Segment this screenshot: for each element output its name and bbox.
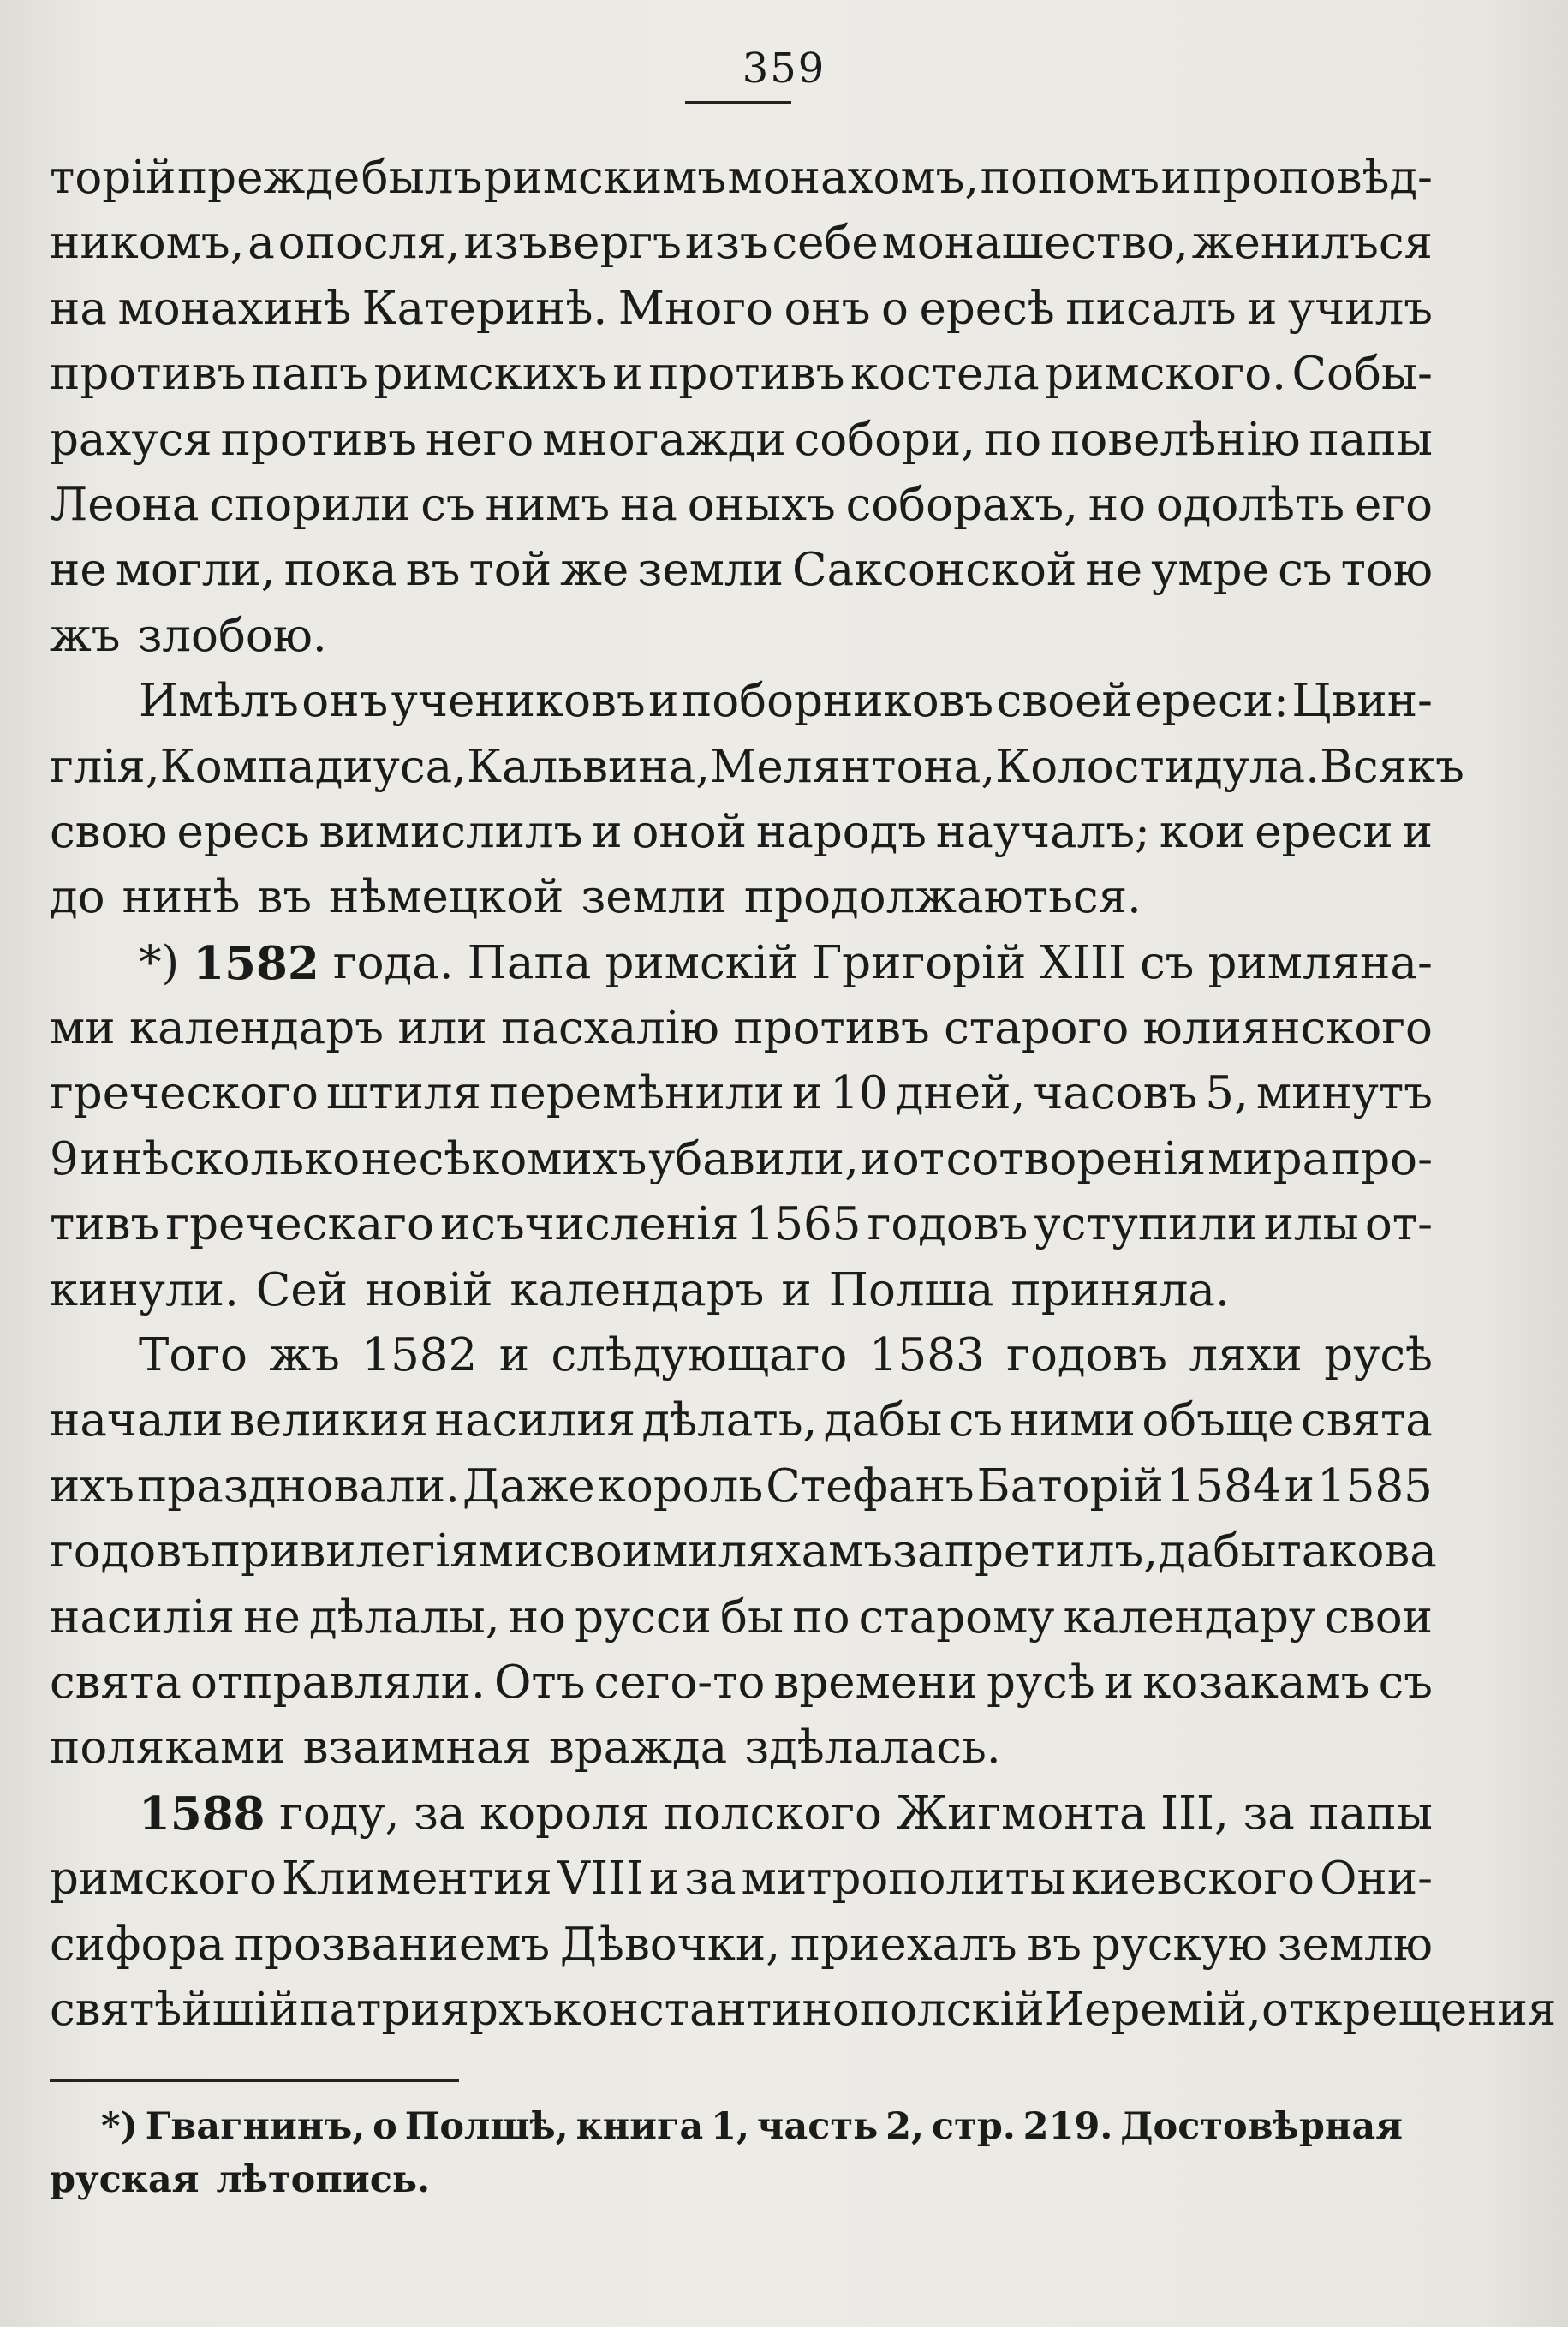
paragraph xyxy=(50,1781,1557,2044)
text-line: тивъ греческаго исъчисленія 1565 годовъ уступили илы от- xyxy=(50,1198,1433,1251)
paragraph xyxy=(50,931,1433,1323)
text-line: годовъ привилегіями своими ляхамъ запретилъ, дабы такова xyxy=(50,1525,1437,1578)
text-line: жъ злобою. xyxy=(50,609,327,662)
body-text xyxy=(50,146,1557,2043)
text-line: до нинѣ въ нѣмецкой земли продолжаються. xyxy=(50,871,1142,924)
text-line: насилія не дѣлалы, но русси бы по старому календару свои xyxy=(50,1590,1433,1644)
page-number-underline xyxy=(685,101,791,104)
text-line: торій прежде былъ римскимъ монахомъ, попомъ и проповѣд- xyxy=(50,152,1433,204)
text-line: сифора прозваниемъ Дѣвочки, приехалъ въ рускую землю xyxy=(50,1918,1433,1971)
footnote xyxy=(50,2100,1403,2206)
footnote-divider xyxy=(50,2079,459,2082)
text-line: святѣйшій патриярхъ константинополскій Иеремій, от крещения xyxy=(50,1983,1557,2036)
text-line: свою ересь вимислилъ и оной народъ научалъ; кои ереси и xyxy=(50,805,1433,858)
text-line: *) Гвагнинъ, о Полшѣ, книга 1, часть 2, стр. 219. Достовѣрная xyxy=(101,2105,1403,2148)
paragraph xyxy=(50,1323,1437,1781)
text-line: противъ папъ римскихъ и противъ костела римского. Собы- xyxy=(50,348,1433,401)
text-line: рахуся противъ него многажди собори, по повелѣнію папы xyxy=(50,413,1433,466)
text-line: римского Климентия VIII и за митрополиты киевского Они- xyxy=(50,1853,1433,1906)
text-line: Имѣлъ онъ учениковъ и поборниковъ своей ереси: Цвин- xyxy=(139,675,1433,728)
text-line: греческого штиля перемѣнили и 10 дней, часовъ 5, минутъ xyxy=(50,1067,1433,1120)
text-line: поляками взаимная вражда здѣлалась. xyxy=(50,1721,1001,1775)
paragraph xyxy=(50,669,1464,931)
text-line: не могли, пока въ той же земли Саксонской не умре съ тою xyxy=(50,544,1433,597)
text-line: Леона спорили съ нимъ на оныхъ соборахъ, но одолѣть его xyxy=(50,478,1433,531)
page-number: 359 xyxy=(742,45,826,92)
text-line: 9 и нѣсколько несѣкомихъ убавили, и от сотворенія мира про- xyxy=(50,1132,1433,1185)
text-line: ихъ праздновали. Даже король Стефанъ Баторій 1584 и 1585 xyxy=(50,1459,1433,1513)
text-line: никомъ, а опосля, изъвергъ изъ себе монашество, женилъся xyxy=(50,217,1433,270)
text-line: *) 1582 года. Папа римскій Григорій XIII съ римляна- xyxy=(139,936,1433,990)
text-line: Того жъ 1582 и слѣдующаго 1583 годовъ ляхи русѣ xyxy=(139,1329,1433,1382)
text-line: ми календаръ или пасхалію противъ старого юлиянского xyxy=(50,1002,1433,1055)
text-line: свята отправляли. Отъ сего-то времени русѣ и козакамъ съ xyxy=(50,1656,1433,1709)
text-line: 1588 году, за короля полского Жигмонта III, за папы xyxy=(139,1787,1433,1841)
text-line: на монахинѣ Катеринѣ. Много онъ о ересѣ писалъ и училъ xyxy=(50,282,1433,335)
paragraph xyxy=(50,146,1433,669)
text-line: начали великия насилия дѣлать, дабы съ ними объще свята xyxy=(50,1394,1433,1447)
text-line: кинули. Сей новій календаръ и Полша приняла. xyxy=(50,1263,1230,1316)
text-line: глія, Компадиуса, Кальвина, Мелянтона, Колостидула. Всякъ xyxy=(50,740,1464,793)
text-line: руская лѣтопись. xyxy=(50,2158,431,2201)
